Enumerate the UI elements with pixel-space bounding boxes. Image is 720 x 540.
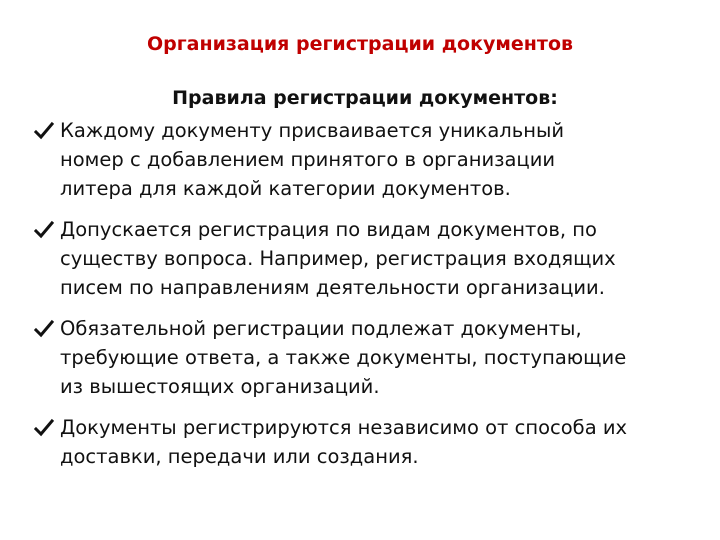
checkmark-icon (34, 319, 54, 339)
rule-text-line: номер с добавлением принятого в организации (60, 148, 556, 171)
rule-text-line: доставки, передачи или создания. (60, 445, 419, 468)
rule-text-line: писем по направлениям деятельности организации. (60, 276, 605, 299)
rule-text-line: из вышестоящих организаций. (60, 375, 380, 398)
rule-text-line: Обязательной регистрации подлежат документы, (60, 317, 582, 340)
checkmark-icon (34, 121, 54, 141)
rule-text-line: существу вопроса. Например, регистрация входящих (60, 247, 616, 270)
rule-text-line: литера для каждой категории документов. (60, 177, 511, 200)
rule-text-line: Допускается регистрация по видам документов, по (60, 218, 597, 241)
rule-item (34, 413, 702, 471)
rule-item (34, 116, 702, 203)
slide-title: Организация регистрации документов (146, 33, 574, 55)
checkmark-icon (34, 418, 54, 438)
rule-item (34, 215, 702, 302)
rules-list (34, 116, 702, 483)
rule-text-line: Каждому документу присваивается уникальный (60, 119, 565, 142)
rule-text-line: Документы регистрируются независимо от способа их (60, 416, 628, 439)
rules-heading: Правила регистрации документов: (172, 87, 558, 109)
checkmark-icon (34, 220, 54, 240)
rule-item (34, 314, 702, 401)
rule-text-line: требующие ответа, а также документы, поступающие (60, 346, 627, 369)
